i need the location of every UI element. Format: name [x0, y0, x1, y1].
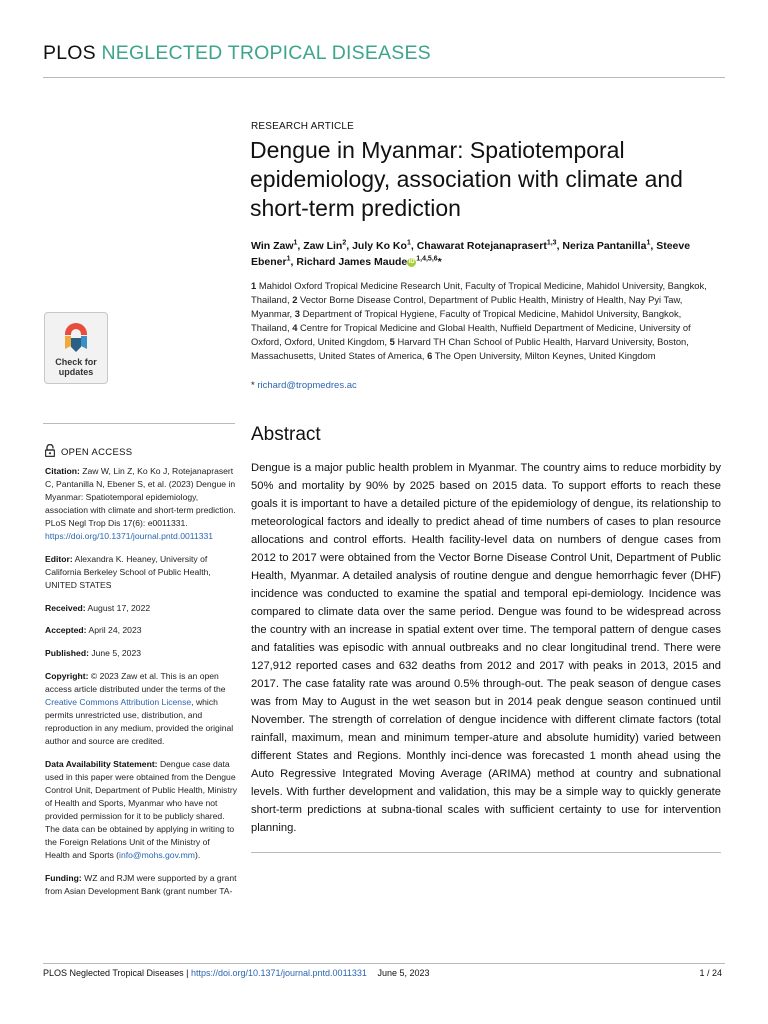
citation-doi-link[interactable]: https://doi.org/10.1371/journal.pntd.0011331: [45, 531, 214, 542]
editor-block: Editor: Alexandra K. Heaney, University of California Berkeley School of Public Health, UNITED STATES: [45, 554, 211, 591]
author[interactable]: Richard James Maude iD $^{1,4,5,6}$*: [296, 255, 442, 268]
author[interactable]: Zaw Lin$^2$: [303, 239, 347, 252]
author[interactable]: Chawarat Rotejanaprasert$^{1,3}$: [416, 239, 557, 252]
article-info-sidebar: [45, 465, 237, 908]
orcid-icon[interactable]: iD: [408, 258, 415, 265]
license-link[interactable]: Creative Commons Attribution License: [45, 696, 192, 707]
citation-block: Citation: Zaw W, Lin Z, Ko Ko J, Rotejanaprasert C, Pantanilla N, Ebener S, et al. (2023) Dengue in Myanmar: Spatiotemporal epidemiology, association with climate and short-term prediction. PLoS Negl Trop Dis 17(6): e0011331. https://doi.org/10.1371/journal.pntd.0011331: [45, 466, 236, 542]
check-updates-icon: [61, 319, 91, 353]
page-footer: [43, 968, 430, 978]
page-number: 1 / 24: [699, 968, 722, 978]
check-updates-line2: updates: [58, 367, 94, 377]
received-block: Received: August 17, 2022: [45, 602, 151, 613]
journal-brand[interactable]: [43, 42, 431, 65]
check-for-updates-button[interactable]: [44, 312, 108, 384]
open-access-label: OPEN ACCESS: [60, 447, 133, 458]
journal-name: NEGLECTED TROPICAL DISEASES: [101, 42, 431, 64]
footer-separator: |: [186, 968, 189, 978]
corresponding-marker: *: [437, 256, 442, 268]
sidebar-divider: [43, 423, 235, 424]
footer-journal: PLOS Neglected Tropical Diseases: [43, 968, 184, 978]
author[interactable]: Win Zaw$^1$: [251, 239, 298, 252]
journal-prefix: PLOS: [43, 42, 96, 64]
article-type: RESEARCH ARTICLE: [251, 121, 355, 132]
footer-date: June 5, 2023: [377, 968, 430, 978]
abstract-body: Dengue is a major public health problem in Myanmar. The country aims to reduce morbidity by 50% and mortality by 90% by 2025 based on 2015 data. To support efforts to reach these goals it is important to have a detailed picture of the epidemiology of dengue, its relationship to meteorological factors and ideally to predict ahead of time numbers of cases to plan resource allocations and control efforts. Health facility-level data on numbers of dengue cases from 2012 to 2017 were obtained from the Vector Borne Disease Control Unit, Department of Public Health, Myanmar. A detailed analysis of routine dengue and dengue hemorrhagic fever (DHF) incidence was conducted to examine the spatial and temporal epi-demiology. Incidence was compared to climate data over the same period. Dengue was found to be widespread across the country with an increase in spatial extent over time. The temporal pattern of dengue cases and fatalities was episodic with annual outbreaks and no clear longitudinal trend. There were 127,912 reported cases and 632 deaths from 2012 and 2017 with peaks in 2013, 2015 and 2017. The case fatality rate was around 0.5% through-out. The peak season of dengue cases was from May to August in the wet season but in 2014 peak dengue season continued until November. The strength of correlation of dengue incidence with different climate factors (total rainfall, maximum, mean and minimum temper-ature and absolute humidity) varied between different States and Regions. Monthly inci-dence was forecasted 1 month ahead using the Auto Regressive Integrated Moving Average (ARIMA) method at country and subnational levels. With further development and validation, this may be a simple way to quickly generate short-term predictions at subna-tional scales with sufficient certainty to use for intervention planning.: [251, 462, 721, 834]
footer-doi-link[interactable]: https://doi.org/10.1371/journal.pntd.0011331: [190, 968, 367, 978]
open-access-badge: [45, 444, 132, 458]
author[interactable]: Neriza Pantanilla$^1$: [562, 239, 651, 252]
abstract-divider: [251, 852, 721, 853]
accepted-block: Accepted: April 24, 2023: [45, 625, 142, 636]
email-link[interactable]: richard@tropmedres.ac: [257, 380, 357, 391]
data-email-link[interactable]: info@mohs.gov.mm: [119, 850, 195, 861]
funding-block: Funding: WZ and RJM were supported by a grant from Asian Development Bank (grant number TA-: [45, 872, 237, 897]
copyright-block: Copyright: © 2023 Zaw et al. This is an open access article distributed under the terms of the Creative Commons Attribution License, which permits unrestricted use, distribution, and reproduction in any medium, provided the original author and source are credited.: [45, 670, 234, 747]
corresponding-email: * richard@tropmedres.ac: [251, 380, 357, 391]
data-availability-block: Data Availability Statement: Dengue case data used in this paper were obtained from the Dengue Control Unit, Department of Public Health, Ministry of Health and Sports, Myanmar who have not provided permission for it to be publicly shared. The data can be obtained by applying in writing to the Foreign Relations Unit of the Ministry of Health and Sports (info@mohs.gov.mm).: [45, 758, 237, 861]
check-updates-line1: Check for: [55, 357, 97, 367]
published-block: Published: June 5, 2023: [45, 648, 142, 659]
author[interactable]: Steeve Ebener$^1$: [251, 240, 691, 268]
open-lock-icon: [45, 444, 55, 457]
affiliations: 1 Mahidol Oxford Tropical Medicine Research Unit, Faculty of Tropical Medicine, Mahidol University, Bangkok, Thailand, 2 Vector Borne Disease Control, Department of Public Health, Ministry of Health, Nay Pyi Taw, Myanmar, 3 Department of Tropical Hygiene, Faculty of Tropical Medicine, Mahidol University, Bangkok, Thailand, 4 Centre for Tropical Medicine and Global Health, Nuffield Department of Medicine, University of Oxford, Oxford, United Kingdom, 5 Harvard TH Chan School of Public Health, Harvard University, Boston, Massachusetts, United States of America, 6 The Open University, Milton Keynes, United Kingdom: [251, 280, 707, 361]
article-title: Dengue in Myanmar: Spatiotemporal epidemiology, association with climate and short-term prediction: [250, 137, 683, 221]
author-list: Win Zaw$^1$, Zaw Lin$^2$, July Ko Ko$^1$, Chawarat Rotejanaprasert$^{1,3}$, Neriza Pantanilla$^1$, Steeve Ebener$^1$, Richard James Maude iD $^{1,4,5,6}$*: [251, 239, 691, 268]
abstract-heading: Abstract: [251, 424, 321, 445]
footer-divider: [43, 963, 725, 964]
header-divider: [43, 77, 725, 78]
author[interactable]: July Ko Ko$^1$: [352, 239, 411, 252]
